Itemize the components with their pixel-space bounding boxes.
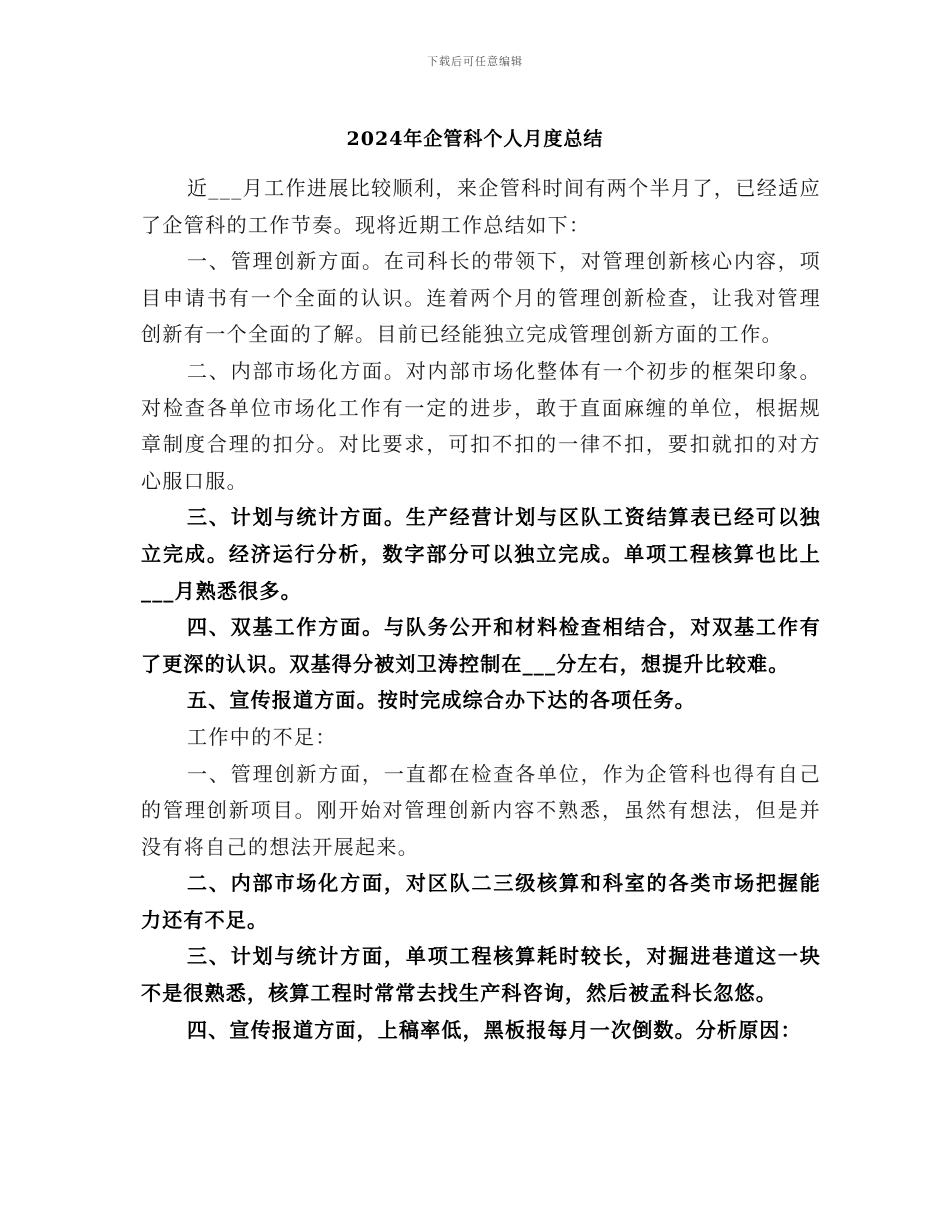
paragraph-shortcoming-publicity: 四、宣传报道方面，上稿率低，黑板报每月一次倒数。分析原因： xyxy=(187,1017,802,1042)
paragraph-internal-market: 二、内部市场化方面。对内部市场化整体有一个初步的框架印象。对检查各单位市场化工作有一定的进步，敢于直面麻缠的单位，根据规章制度合理的扣分。对比要求，可扣不扣的一律不扣，要扣就扣的对方心服口服。 xyxy=(141,358,821,493)
document-title: 2024年企管科个人月度总结 xyxy=(346,128,604,150)
header-note: 下载后可任意编辑 xyxy=(427,55,523,68)
paragraph-shortcoming-innovation: 一、管理创新方面，一直都在检查各单位，作为企管科也得有自己的管理创新项目。刚开始对管理创新内容不熟悉，虽然有想法，但是并没有将自己的想法开展起来。 xyxy=(141,761,821,859)
paragraph-dual-base: 四、双基工作方面。与队务公开和材料检查相结合，对双基工作有了更深的认识。双基得分被刘卫涛控制在___分左右，想提升比较难。 xyxy=(141,615,821,676)
paragraph-shortcoming-planning: 三、计划与统计方面，单项工程核算耗时较长，对掘进巷道这一块不是很熟悉，核算工程时常常去找生产科咨询，然后被孟科长忽悠。 xyxy=(141,944,821,1006)
paragraph-intro: 近___月工作进展比较顺利，来企管科时间有两个半月了，已经适应了企管科的工作节奏。现将近期工作总结如下： xyxy=(141,176,821,237)
document-body xyxy=(141,170,821,1048)
paragraph-planning-statistics: 三、计划与统计方面。生产经营计划与区队工资结算表已经可以独立完成。经济运行分析，数字部分可以独立完成。单项工程核算也比上___月熟悉很多。 xyxy=(141,505,821,603)
paragraph-shortcomings-heading: 工作中的不足： xyxy=(187,724,337,749)
paragraph-publicity: 五、宣传报道方面。按时完成综合办下达的各项任务。 xyxy=(187,688,696,713)
paragraph-management-innovation: 一、管理创新方面。在司科长的带领下，对管理创新核心内容，项目申请书有一个全面的认识。连着两个月的管理创新检查，让我对管理创新有一个全面的了解。目前已经能独立完成管理创新方面的工作。 xyxy=(141,249,821,347)
paragraph-shortcoming-market: 二、内部市场化方面，对区队二三级核算和科室的各类市场把握能力还有不足。 xyxy=(141,871,821,932)
